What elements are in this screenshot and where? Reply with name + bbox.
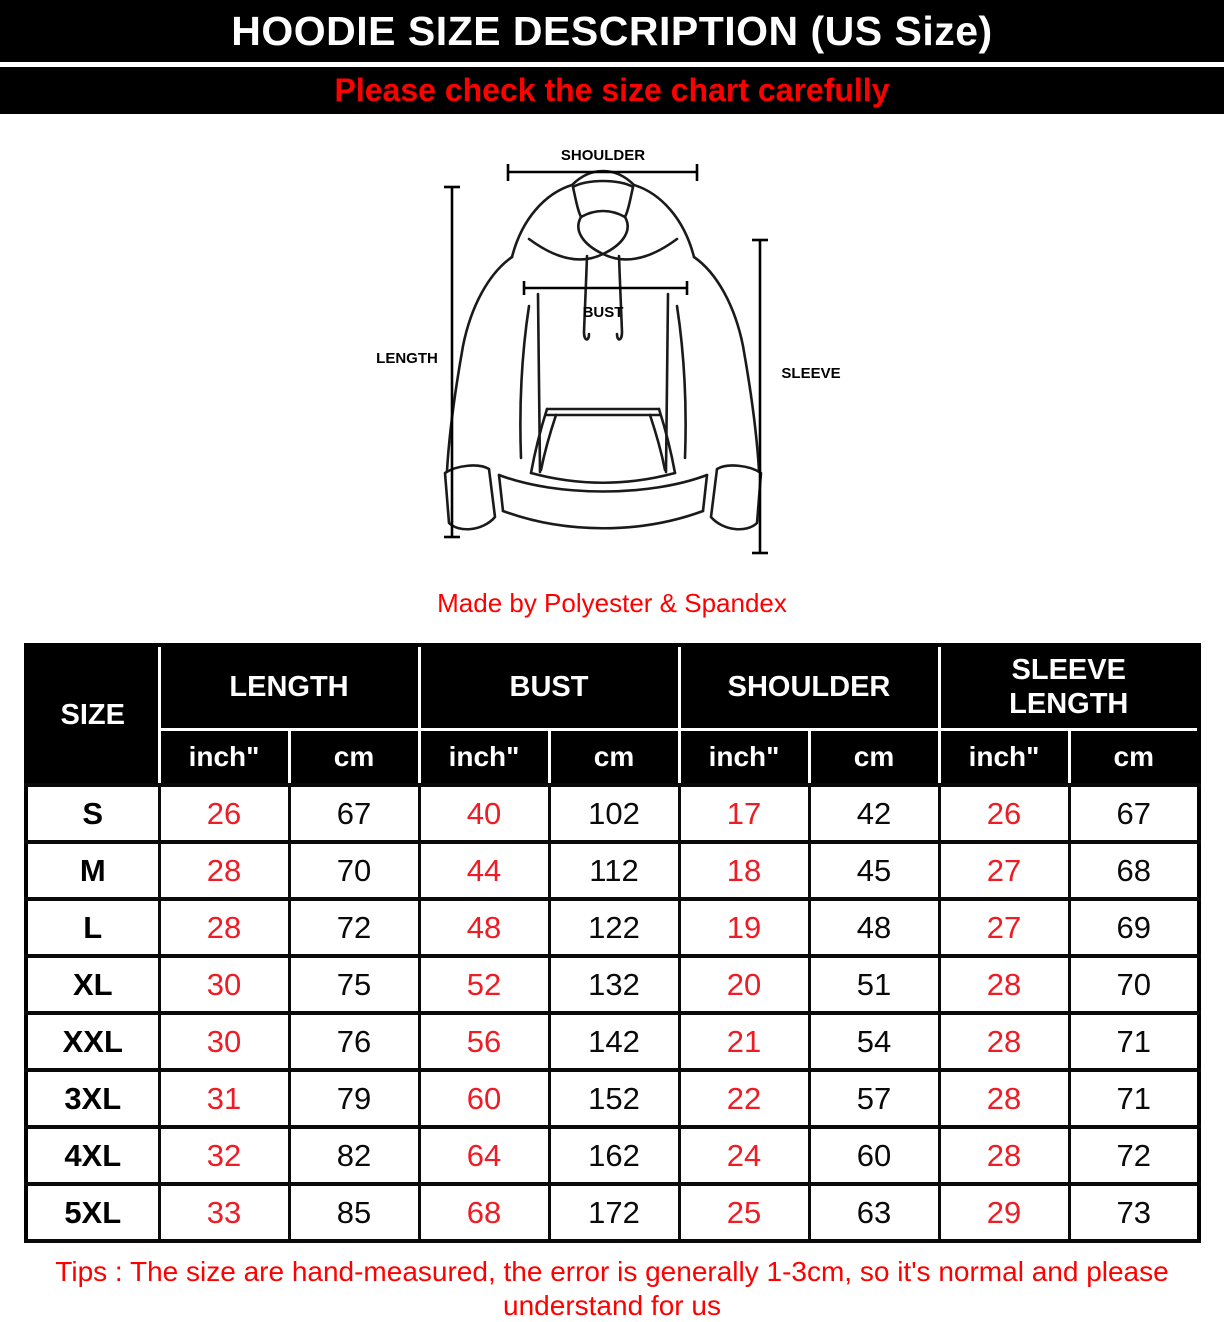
table-cell: 27 <box>939 899 1069 956</box>
size-label: XXL <box>26 1013 159 1070</box>
size-chart-table <box>24 643 1201 1243</box>
material-caption: Made by Polyester & Spandex <box>437 588 787 618</box>
table-cell: 18 <box>679 842 809 899</box>
table-cell: 20 <box>679 956 809 1013</box>
table-cell: 68 <box>419 1184 549 1241</box>
table-cell: 48 <box>419 899 549 956</box>
size-label: 4XL <box>26 1127 159 1184</box>
table-cell: 63 <box>809 1184 939 1241</box>
table-cell: 102 <box>549 785 679 842</box>
sleeve-measure-line <box>752 240 768 553</box>
table-cell: 82 <box>289 1127 419 1184</box>
table-cell: 27 <box>939 842 1069 899</box>
unit-header-cm: cm <box>549 730 679 786</box>
table-units-row <box>26 730 1199 786</box>
bust-measure-line <box>524 281 687 295</box>
bust-label: BUST <box>582 304 624 321</box>
table-cell: 73 <box>1069 1184 1199 1241</box>
table-cell: 152 <box>549 1070 679 1127</box>
table-cell: 132 <box>549 956 679 1013</box>
tips-line-2: understand for us <box>503 1289 721 1321</box>
shoulder-measure-line <box>508 164 697 181</box>
table-cell: 70 <box>289 842 419 899</box>
table-cell: 68 <box>1069 842 1199 899</box>
table-cell: 54 <box>809 1013 939 1070</box>
page-title: HOODIE SIZE DESCRIPTION (US Size) <box>231 7 993 54</box>
unit-header-cm: cm <box>1069 730 1199 786</box>
col-header-length: LENGTH <box>159 645 419 730</box>
unit-header-cm: cm <box>289 730 419 786</box>
size-label: 5XL <box>26 1184 159 1241</box>
size-label: M <box>26 842 159 899</box>
table-cell: 26 <box>939 785 1069 842</box>
table-cell: 42 <box>809 785 939 842</box>
table-row <box>26 1070 1199 1127</box>
length-label: LENGTH <box>376 350 438 367</box>
table-cell: 122 <box>549 899 679 956</box>
table-cell: 71 <box>1069 1070 1199 1127</box>
title-banner <box>0 0 1224 62</box>
table-cell: 28 <box>939 1013 1069 1070</box>
table-cell: 79 <box>289 1070 419 1127</box>
table-cell: 72 <box>289 899 419 956</box>
table-cell: 31 <box>159 1070 289 1127</box>
table-cell: 71 <box>1069 1013 1199 1070</box>
table-row <box>26 785 1199 842</box>
table-cell: 52 <box>419 956 549 1013</box>
hoodie-measurement-diagram <box>332 120 892 586</box>
table-row <box>26 842 1199 899</box>
table-cell: 75 <box>289 956 419 1013</box>
table-cell: 172 <box>549 1184 679 1241</box>
tips-text <box>0 1255 1224 1322</box>
table-cell: 30 <box>159 956 289 1013</box>
col-header-shoulder: SHOULDER <box>679 645 939 730</box>
table-row <box>26 899 1199 956</box>
shoulder-label: SHOULDER <box>560 147 646 164</box>
table-cell: 28 <box>939 1127 1069 1184</box>
table-cell: 56 <box>419 1013 549 1070</box>
table-row <box>26 956 1199 1013</box>
table-cell: 76 <box>289 1013 419 1070</box>
table-cell: 70 <box>1069 956 1199 1013</box>
size-label: S <box>26 785 159 842</box>
table-cell: 29 <box>939 1184 1069 1241</box>
table-cell: 45 <box>809 842 939 899</box>
table-row <box>26 1127 1199 1184</box>
table-cell: 57 <box>809 1070 939 1127</box>
table-cell: 51 <box>809 956 939 1013</box>
table-cell: 60 <box>419 1070 549 1127</box>
table-cell: 24 <box>679 1127 809 1184</box>
table-cell: 22 <box>679 1070 809 1127</box>
sleeve-label: SLEEVE <box>781 365 841 382</box>
table-cell: 28 <box>939 1070 1069 1127</box>
size-label: L <box>26 899 159 956</box>
table-row <box>26 1184 1199 1241</box>
table-cell: 142 <box>549 1013 679 1070</box>
hoodie-line-art <box>332 120 892 586</box>
table-cell: 19 <box>679 899 809 956</box>
size-label: 3XL <box>26 1070 159 1127</box>
table-cell: 32 <box>159 1127 289 1184</box>
table-cell: 28 <box>939 956 1069 1013</box>
col-header-size: SIZE <box>26 645 159 785</box>
tips-line-1: Tips : The size are hand-measured, the error is generally 1-3cm, so it's normal and please <box>55 1256 1169 1287</box>
unit-header-inch: inch" <box>419 730 549 786</box>
subtitle-text: Please check the size chart carefully <box>334 72 890 108</box>
table-cell: 25 <box>679 1184 809 1241</box>
table-cell: 26 <box>159 785 289 842</box>
table-cell: 67 <box>1069 785 1199 842</box>
table-cell: 85 <box>289 1184 419 1241</box>
table-row <box>26 1013 1199 1070</box>
table-cell: 64 <box>419 1127 549 1184</box>
hoodie-outline <box>445 171 761 529</box>
unit-header-inch: inch" <box>159 730 289 786</box>
table-cell: 28 <box>159 899 289 956</box>
col-header-sleeve-length-text: SLEEVE LENGTH <box>1009 654 1129 720</box>
unit-header-inch: inch" <box>679 730 809 786</box>
subtitle-banner <box>0 67 1224 114</box>
table-cell: 44 <box>419 842 549 899</box>
table-cell: 21 <box>679 1013 809 1070</box>
table-header-row <box>26 645 1199 730</box>
table-cell: 40 <box>419 785 549 842</box>
col-header-bust: BUST <box>419 645 679 730</box>
table-cell: 28 <box>159 842 289 899</box>
table-cell: 112 <box>549 842 679 899</box>
table-cell: 162 <box>549 1127 679 1184</box>
table-cell: 48 <box>809 899 939 956</box>
table-cell: 72 <box>1069 1127 1199 1184</box>
unit-header-inch: inch" <box>939 730 1069 786</box>
table-cell: 30 <box>159 1013 289 1070</box>
table-cell: 60 <box>809 1127 939 1184</box>
table-cell: 17 <box>679 785 809 842</box>
unit-header-cm: cm <box>809 730 939 786</box>
col-header-sleeve-length <box>939 645 1199 730</box>
table-cell: 33 <box>159 1184 289 1241</box>
size-label: XL <box>26 956 159 1013</box>
table-cell: 69 <box>1069 899 1199 956</box>
table-cell: 67 <box>289 785 419 842</box>
